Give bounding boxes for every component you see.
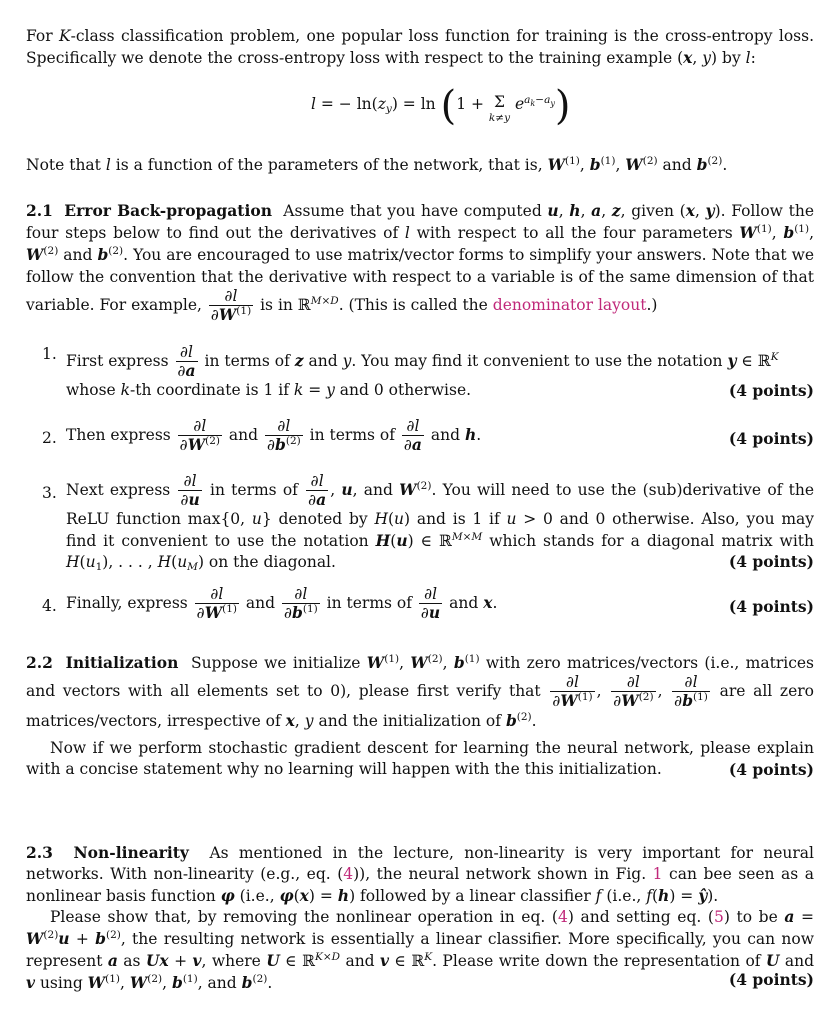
section-2-3-points: (4 points)	[728, 970, 814, 989]
section-2-1-number: 2.1	[26, 201, 53, 220]
section-2-1-title: Error Back-propagation	[64, 201, 272, 220]
step-4-number: 4.	[42, 597, 57, 615]
section-2-2-points: (4 points)	[728, 760, 814, 779]
step-2-number: 2.	[42, 429, 57, 447]
fig-1-ref-link[interactable]: 1	[652, 865, 663, 883]
step-4-points: (4 points)	[728, 597, 814, 616]
step-1-number: 1.	[42, 345, 57, 363]
section-2-3-paragraph: 2.3 Non-linearity As mentioned in the lecture, non-linearity is very important for neural networks. With non-linearity (e.g., eq. (4)), the neural network shown in Fig. 1 can bee seen as a nonlinear basis function φ (i.e., φ(x) = h) followed by a linear classifier f (i.e., f(h) = ŷ).	[26, 843, 814, 905]
section-2-2-text2: Now if we perform stochastic gradient descent for learning the neural network, please explain with a concise statement why no learning will happen with the this initialization.	[26, 739, 814, 778]
section-2-3-question: Please show that, by removing the nonlinear operation in eq. (4) and setting eq. (5) to be $a = W^{(2)}u + b^{(2)}$, the resulting network is essentially a linear classifier. More specifically, you can now represent a as Ux + v, where U ∈ ℝ$^{K\times D}$ and v ∈ ℝ$^K$. Please write down the representation of U and v using $W^{(1)}$, $W^{(2)}$, $b^{(1)}$, and $b^{(2)}$. (4 points)	[26, 907, 815, 992]
eq-4-ref-link-2[interactable]: 4	[557, 908, 568, 926]
eq-5-ref-link[interactable]: 5	[713, 908, 724, 926]
section-2-2-question	[26, 738, 814, 780]
step-3-item: 3. Next express $\frac{\partial l}{\partial u}$ in terms of $\frac{\partial l}{\partial a}$ , u, and $W^{(2)}$. You will need to use the (sub)derivative of the ReLU function max{0, u} denoted by H(u) and is 1 if u > 0 and 0 otherwise. Also, you may find it convenient to use the notation H(u) ∈ ℝ$^{M\times M}$ which stands for a diagonal matrix with $H(u_1)$, . . . , $H(u_M)$ on the diagonal. (4 points)	[42, 472, 815, 573]
step-3-number: 3.	[42, 484, 57, 502]
step-2-item: 2. Then express $\frac{\partial l}{\partial W^{(2)}}$ and $\frac{\partial l}{\partial b^{(2)}}$ in terms of $\frac{\partial l}{\partial a}$ and h. (4 points)	[42, 417, 814, 454]
step-1-item: 1. First express $\frac{\partial l}{\partial a}$ in terms of z and y. You may find it convenient to use the notation y ∈ ℝ$^K$ whose k-th coordinate is 1 if k = y and 0 otherwise. (4 points)	[42, 343, 814, 400]
intro-note: Note that l is a function of the parameters of the network, that is, $W^{(1)}$, $b^{(1)}$, $W^{(2)}$ and $b^{(2)}$.	[26, 155, 728, 174]
section-2-2-number: 2.2	[26, 653, 53, 672]
section-2-1-paragraph: 2.1 Error Back-propagation Assume that you have computed u, h, a, z, given (x, y). Follow the four steps below to find out the derivatives of l with respect to all the four parameters $W^{(1)}$, $b^{(1)}$, $W^{(2)}$ and $b^{(2)}$. You are encouraged to use matrix/vector forms to simplify your answers. Note that we follow the convention that the derivative with respect to a variable is of the same dimension of that variable. For example, $\frac{\partial l}{\partial W^{(1)}}$ is in ℝ$^{M\times D}$. (This is called the denominator layout.)	[26, 201, 815, 324]
section-2-2-paragraph: 2.2 Initialization Suppose we initialize $W^{(1)}$, $W^{(2)}$, $b^{(1)}$ with zero matrices/vectors (i.e., matrices and vectors with all elements set to 0), please first verify that $\frac{\partial l}{\partial W^{(1)}}$ , $\frac{\partial l}{\partial W^{(2)}}$ , $\frac{\partial l}{\partial b^{(1)}}$ are all zero matrices/vectors, irrespective of x, y and the initialization of $b^{(2)}$.	[26, 653, 814, 730]
intro-paragraph: For K-class classification problem, one popular loss function for training is the cross-entropy loss. Specifically we denote the cross-entropy loss with respect to the training example (x, y) by l:	[26, 27, 814, 67]
step-2-points: (4 points)	[728, 429, 814, 448]
section-2-3-title: Non-linearity	[73, 843, 189, 862]
section-2-3-number: 2.3	[26, 843, 53, 862]
step-1-points: (4 points)	[728, 381, 814, 400]
denominator-layout-link[interactable]: denominator layout	[492, 296, 647, 314]
cross-entropy-equation: l = − $\ln(z_y) = \ln (1 + \Sigma$ k≠y $e^{a_k-a_y}$)	[311, 83, 571, 129]
section-2-2-title: Initialization	[65, 653, 179, 672]
eq-4-ref-link[interactable]: 4	[343, 865, 354, 883]
step-3-points: (4 points)	[728, 552, 814, 571]
step-4-item: 4. Finally, express $\frac{\partial l}{\partial W^{(1)}}$ and $\frac{\partial l}{\partial b^{(1)}}$ in terms of $\frac{\partial l}{\partial u}$ and x. (4 points)	[42, 585, 814, 622]
